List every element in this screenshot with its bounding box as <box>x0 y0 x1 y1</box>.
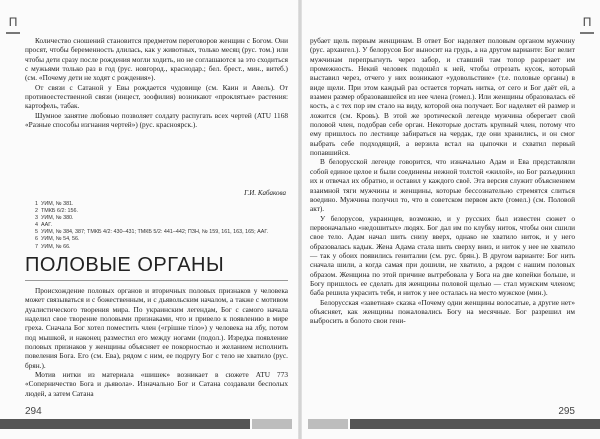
section-letter-tab: П <box>580 12 594 34</box>
entry-text <box>25 36 288 129</box>
footer-accent <box>252 419 292 429</box>
paragraph: От связи с Сатаной у Евы рождается чудовище (см. Каин и Авель). От противоестественной связи (инцест, зоофилия) возникают «проклятые» растения: картофель, табак. <box>25 82 288 111</box>
page-number: 295 <box>558 406 575 417</box>
footnotes <box>35 201 269 251</box>
footer-accent <box>308 419 348 429</box>
author-signature: Г.И. Кабакова <box>244 189 286 197</box>
footnote: 3 УИМ, № 380. <box>35 215 74 222</box>
paragraph: Белорусская «заветная» сказка «Почему одни женщины волосатые, а другие нет» объясняет, как женщины пожаловались Богу на месячные. Бог разрешил им выбросить в болото свои гени- <box>310 297 575 326</box>
section-letter-tab: П <box>6 12 20 34</box>
footer-bar <box>0 419 250 429</box>
footnote: 1 УИМ, № 381. <box>35 201 74 207</box>
footer-bar <box>350 419 600 429</box>
section-text <box>25 286 288 398</box>
page-number: 294 <box>25 406 42 417</box>
footnote: 5 УИМ, № 384, 387; ТМКБ 4/2: 430–431; ТМКБ 5/2: 441–442; ПЗН, № 159, 161, 163, 165; ААГ. <box>35 229 269 236</box>
paragraph: Шумное занятие любовью позволяет солдату распугать всех чертей (ATU 1168 «Разные способы изгнания чертей») (рус. красноярск.). <box>25 110 288 130</box>
footnote: 6 УИМ, № 54, 56. <box>35 236 80 243</box>
section-heading: ПОЛОВЫЕ ОРГАНЫ <box>25 254 225 276</box>
paragraph: Происхождение половых органов и вторичных половых признаков у человека может связываться и с божественным, и с дьявольским началом, а также с мотивом дуалистического творения мира. По украинским легендам, Бог с самого начала наделил свое творение половыми признаками, что и привело к появлению в мире греха. Сначала Бог хотел поместить член («грішне тіло») у человека на лбу, потом под мышкой, и наконец разместил его между ногами (подол.). Изредка появление половых признаков у женщины объясняет ее покорностью и желанием исполнить повеления Бога. Его (см. Ева), рядом с ним, ее подругу Бог с тело не хватило (рус. брян.). <box>25 286 288 370</box>
right-page <box>300 0 600 439</box>
continuation-text <box>310 36 575 326</box>
heading-rule <box>25 280 288 281</box>
footnote: 4 ААГ. <box>35 222 52 229</box>
footnote: 2 ТМКБ 6/2: 156. <box>35 208 78 215</box>
paragraph: рубает щель первым женщинам. В ответ Бог наделяет половым органом мужчину (рус. архангел.). У белорусов Бог выносит на грудь, а на другом варианте: Бог велит мужчинам перепрыгнуть через забор, и ставший там топор разрезает им промежность. Некий человек подошёл к ней, чтобы отрезать кусок, который выставил через, отчего у них возникают «удовольствие» (т.е. половые органы) в виде щели. При этом каждый раз остается торчать нитка, от сего и Бог даёт ей, а взамен размер образовавшейся из нее члена (гомел.). Или женщины образовалась её кость, а с тех пор им стало на виду, которой она получает. Бог наделяет ей размер и ложится (см. Кровь). В этой же эротической легенде мужчина оберегает свой половой член, подобрав себе орган. Некоторые достать крупный член, потому что ему пришлось по лестнице забираться на чердак, где они хранились, и он смог выбрать себе подходящий, а верзила встал на цыпочки и схватил первый попавшийся. <box>310 36 575 158</box>
paragraph: Мотив нитки из материала «шишек» возникает в сюжете ATU 773 «Соперничество Бога и дьявола». Изначально Бог и Сатана создавали бесполых людей, а затем Сатана <box>25 370 288 398</box>
footnote: 7 УИМ, № 66. <box>35 243 71 250</box>
paragraph: В белорусской легенде говорится, что изначально Адам и Ева представляли собой единое целое и были соединены нежной толстой «жилой», но Бог разъединил их и отвечал их обратно, и оставил у каждого своё. Эта версия служит объяснением взаимной тяги мужчины и женщины, которые бессознательно стремятся слиться воедино. Мужчина получил то, что в советском первом акте (гомел.) (см. Половой акт). <box>310 157 575 214</box>
paragraph: Количество сношений становится предметом переговоров женщин с Богом. Они просят, чтобы беременность длилась, как у животных, только месяц (рус. том.) или чтобы дети сразу после рождения могли ходить, но не соглашаются за это сходиться с мужьями только раз в год (рус. новгород., краснодар.; бел. брест., мин., витеб.) (см. «Почему дети не ходят с рождения»). <box>25 36 288 83</box>
paragraph: У белорусов, украинцев, возможно, и у русских был известен сюжет о первоначально «недошитых» людях. Бог дал им по клубку ниток, чтобы они сшили свое тело. Адам начал шить снизу вверх, однако не хватило ниток, и у него образовалась кадык. Жена Адама стала шить сверху вниз, и ниток у нее не хватило — так у обоих появились гениталии (см. рус. брян.). В другом варианте: Бог нить сначала шили, а когда самая при дошили, не хватило, а рядом с нашим половых образом. Женщина по этой причине вытребовала у Бога на две копейки больше, и Богу пришлось ее сделать для женщины половой щелью — стал мужским членом; баба решила украсить тебя, и ниток у нее осталась на место мужское (мин.). <box>310 213 575 298</box>
